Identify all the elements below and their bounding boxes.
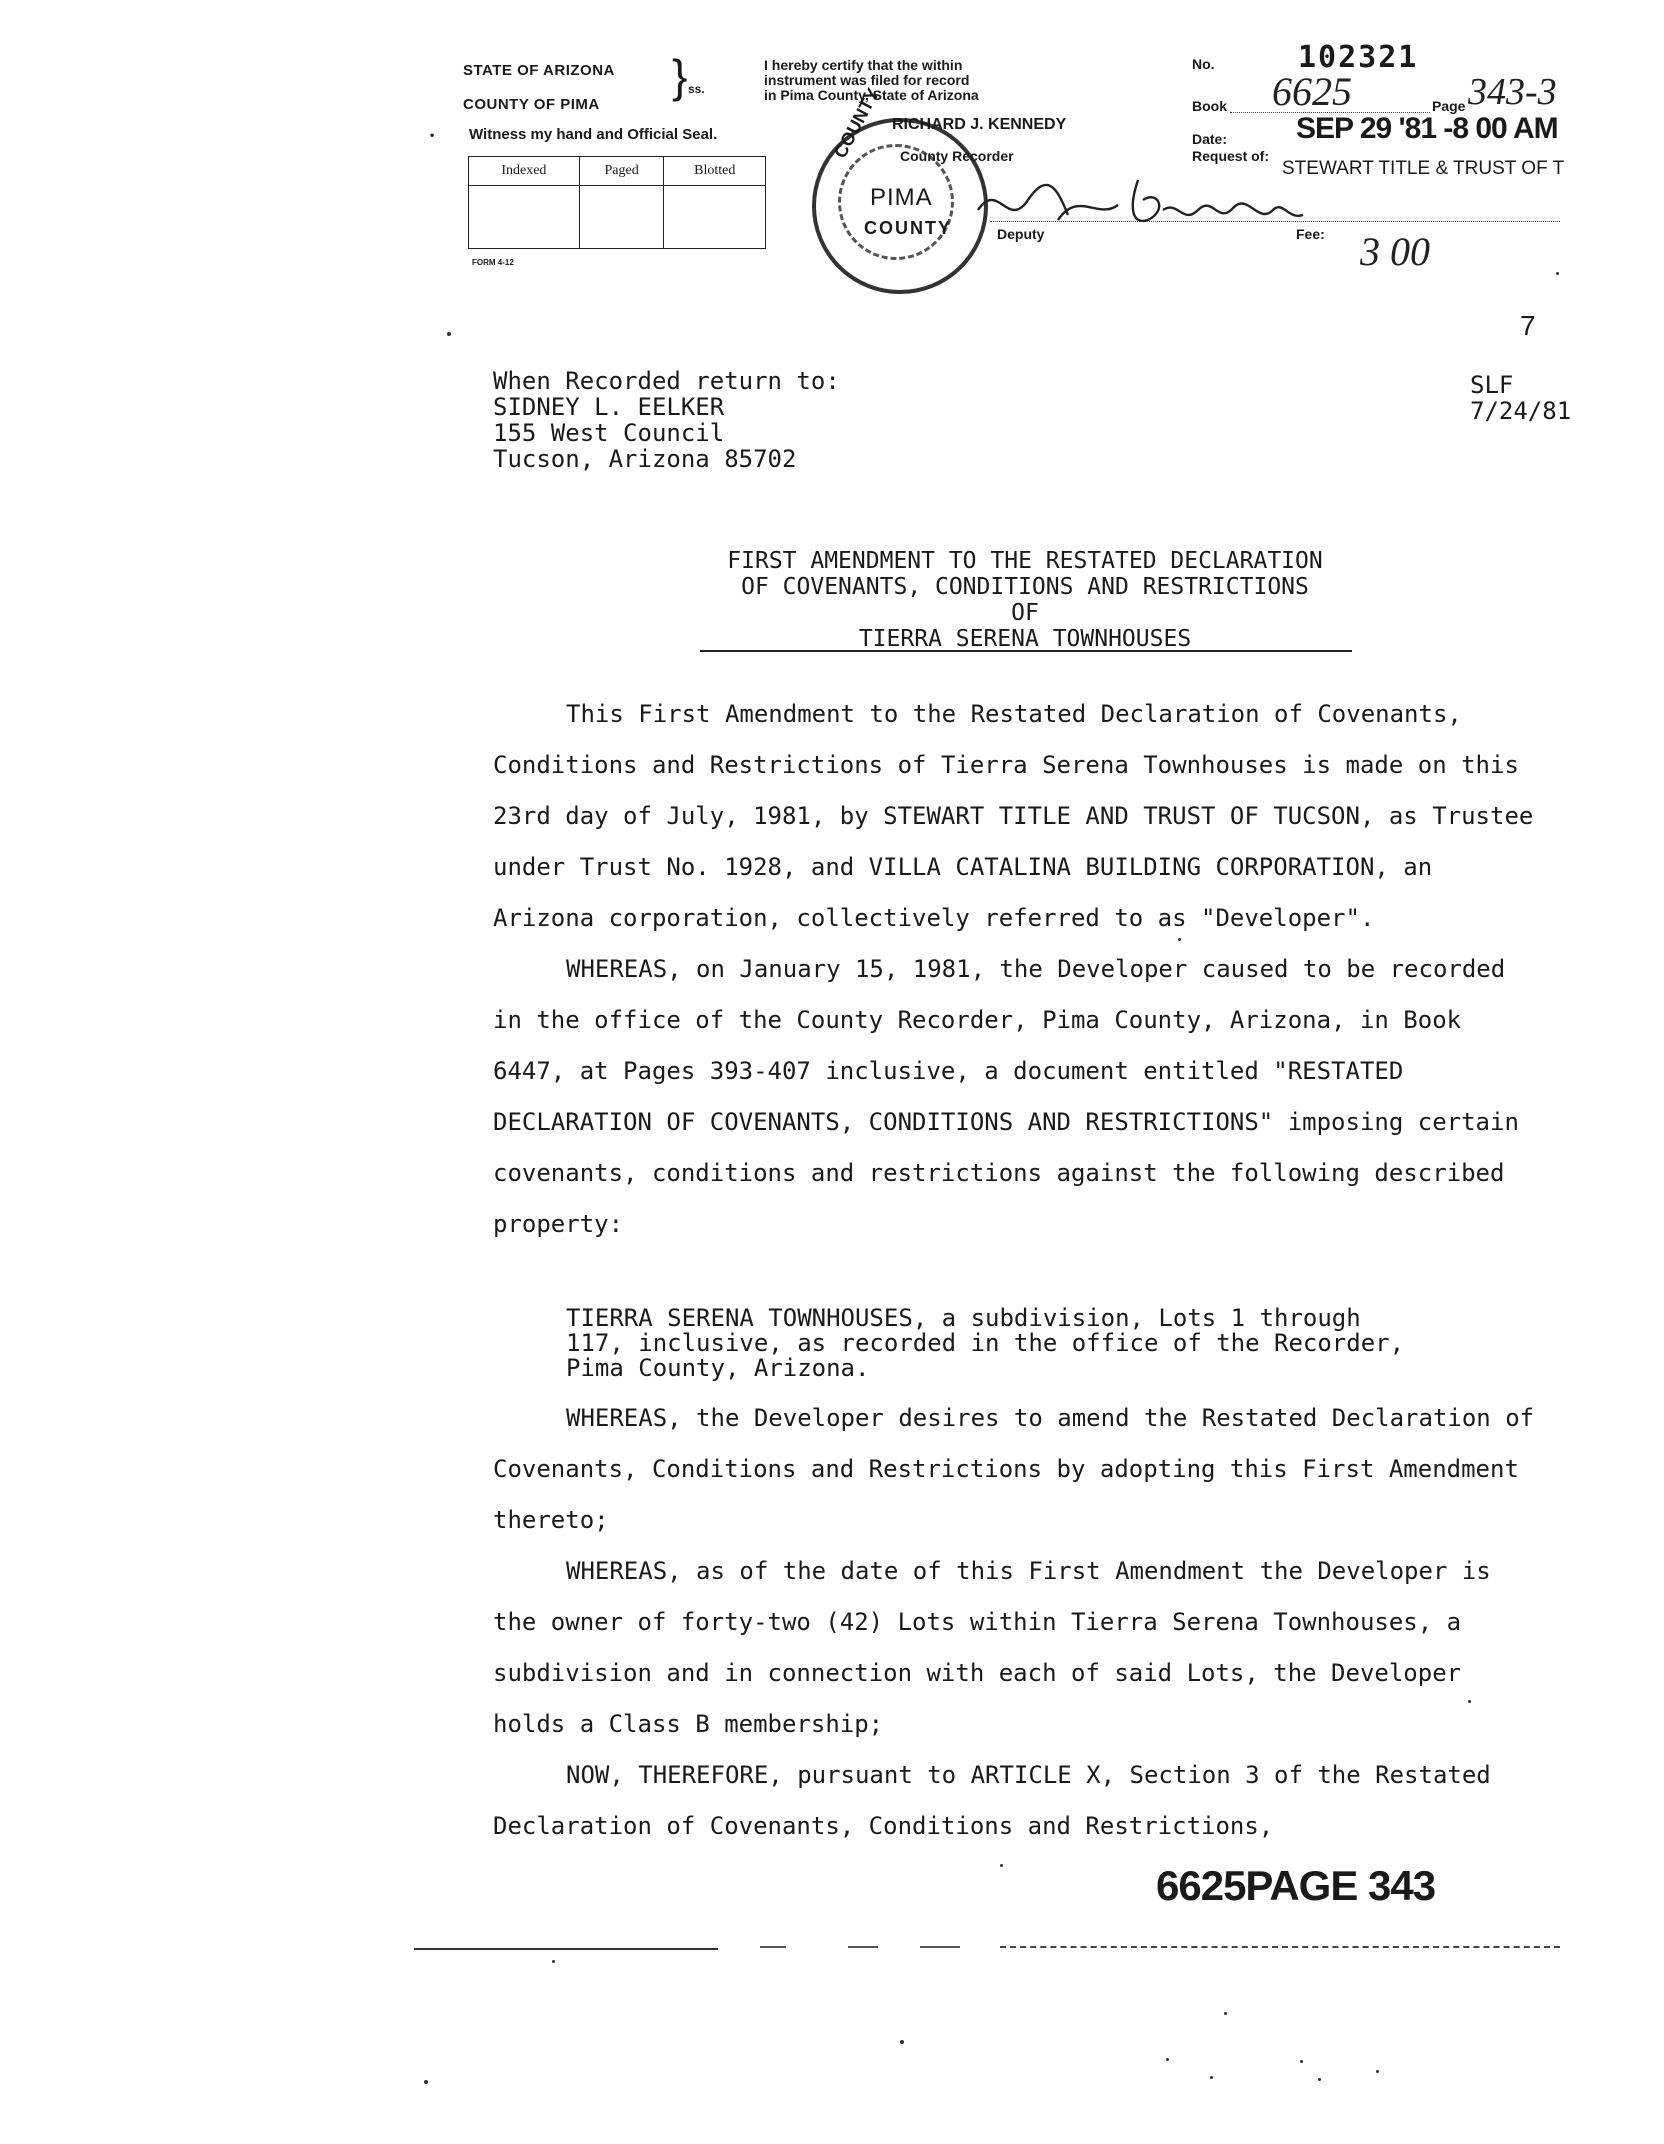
scan-speck [1300, 2060, 1303, 2063]
seal-bottom-text: COUNTY [864, 218, 952, 238]
scan-speck [1468, 1700, 1471, 1703]
state-label: STATE OF ARIZONA [463, 62, 615, 79]
paged-cell [579, 186, 664, 249]
certification-line-3: in Pima County, State of Arizona [764, 87, 979, 103]
book-number: 6625 [1272, 69, 1352, 114]
return-line-3: 155 West Council [493, 419, 725, 447]
property-line-3: Pima County, Arizona. [566, 1354, 870, 1382]
index-table [468, 156, 766, 249]
county-label: COUNTY OF PIMA [463, 96, 600, 113]
property-line-1: TIERRA SERENA TOWNHOUSES, a subdivision, Lots 1 through [566, 1304, 1361, 1332]
property-description [566, 1306, 1404, 1381]
page-number: 343-3 [1468, 71, 1557, 113]
title-line-4: TIERRA SERENA TOWNHOUSES [858, 626, 1192, 652]
no-label: No. [1192, 56, 1215, 72]
book-label: Book [1192, 98, 1227, 114]
scan-speck [1210, 2076, 1213, 2079]
request-label: Request of: [1192, 148, 1269, 164]
scan-speck [424, 2080, 428, 2084]
recording-number: 102321 [1298, 40, 1419, 75]
title-line-1: FIRST AMENDMENT TO THE RESTATED DECLARATION [727, 548, 1323, 574]
book-page-stamp: 6625PAGE 343 [1156, 1862, 1436, 1909]
scan-speck [1318, 2078, 1321, 2081]
deputy-label: Deputy [997, 226, 1045, 242]
scan-speck [1556, 272, 1559, 275]
title-underline [700, 650, 1352, 652]
witness-line: Witness my hand and Official Seal. [469, 126, 718, 143]
bullet-mark: • [430, 128, 435, 142]
document-title [700, 548, 1350, 652]
scan-speck [1376, 2070, 1379, 2073]
blotted-header: Blotted [664, 157, 766, 186]
preparer-initials: SLF [1470, 371, 1514, 399]
indexed-header: Indexed [469, 157, 580, 186]
paged-header: Paged [579, 157, 664, 186]
recorder-title: County Recorder [900, 148, 1014, 164]
scan-speck [1224, 2012, 1227, 2015]
scan-speck [1178, 938, 1181, 941]
preparer-info [1470, 372, 1571, 424]
blotted-cell [664, 186, 766, 249]
fee-label: Fee: [1296, 226, 1325, 242]
form-number: FORM 4-12 [472, 258, 514, 267]
footer-rule-right [1000, 1946, 1560, 1948]
scan-speck [552, 1960, 555, 1963]
request-value: STEWART TITLE & TRUST OF T [1282, 158, 1565, 179]
ss-label: ss. [688, 82, 705, 96]
date-value: SEP 29 '81 -8 00 AM [1296, 112, 1558, 145]
footer-rule-left [414, 1948, 718, 1950]
recorder-name: RICHARD J. KENNEDY [892, 116, 1067, 133]
title-line-2: OF COVENANTS, CONDITIONS AND RESTRICTIONS [741, 574, 1309, 600]
brace-mark: } [672, 50, 688, 102]
paragraph-whereas-recorded: WHEREAS, on January 15, 1981, the Developer caused to be recorded in the office of the County Recorder, Pima County, Arizona, in Book 6447, at Pages 393-407 inclusive, a document entitled "RESTATED DECLARATION OF COVENANTS, CONDITIONS AND RESTRICTIONS" imposing certain covenants, conditions and restrictions against the following described property: [493, 955, 1519, 1238]
return-line-4: Tucson, Arizona 85702 [493, 445, 797, 473]
scan-speck [900, 2040, 904, 2044]
scan-speck [447, 332, 451, 336]
margin-mark: 7 [1520, 310, 1536, 341]
date-label: Date: [1192, 131, 1228, 147]
footer-dash-3 [920, 1946, 960, 1948]
page-label: Page [1432, 98, 1466, 114]
paragraph-now-therefore: NOW, THEREFORE, pursuant to ARTICLE X, Section 3 of the Restated Declaration of Covenants, Conditions and Restrictions, [493, 1761, 1491, 1840]
paragraph-whereas-amend: WHEREAS, the Developer desires to amend the Restated Declaration of Covenants, Conditions and Restrictions by adopting this First Amendment thereto; [493, 1404, 1535, 1534]
seal-top-text: COUNTY [830, 84, 884, 162]
document-body-continued [493, 1393, 1543, 1852]
preparer-date: 7/24/81 [1470, 397, 1572, 425]
certification-line-2: instrument was filed for record [764, 72, 970, 88]
fee-value: 3 00 [1360, 229, 1430, 274]
return-line-1: When Recorded return to: [493, 367, 840, 395]
return-line-2: SIDNEY L. EELKER [493, 393, 725, 421]
scan-speck [1000, 1864, 1003, 1867]
certification-line-1: I hereby certify that the within [764, 57, 963, 73]
document-body [493, 689, 1543, 1250]
title-line-3: OF [1011, 600, 1039, 626]
property-line-2: 117, inclusive, as recorded in the office of the Recorder, [566, 1329, 1405, 1357]
footer-dash-1 [760, 1946, 786, 1948]
paragraph-whereas-owner: WHEREAS, as of the date of this First Amendment the Developer is the owner of forty-two (42) Lots within Tierra Serena Townhouses, a subdivision and in connection with each of said Lots, the Developer holds a Class B membership; [493, 1557, 1491, 1738]
seal-center-text: PIMA [870, 184, 933, 211]
scan-speck [1166, 2058, 1169, 2061]
return-address [493, 368, 840, 472]
indexed-cell [469, 186, 580, 249]
paragraph-preamble: This First Amendment to the Restated Declaration of Covenants, Conditions and Restrictions of Tierra Serena Townhouses is made on this 23rd day of July, 1981, by STEWART TITLE AND TRUST OF TUCSON, as Trustee under Trust No. 1928, and VILLA CATALINA BUILDING CORPORATION, an Arizona corporation, collectively referred to as "Developer". [493, 700, 1534, 932]
footer-dash-2 [848, 1946, 878, 1948]
